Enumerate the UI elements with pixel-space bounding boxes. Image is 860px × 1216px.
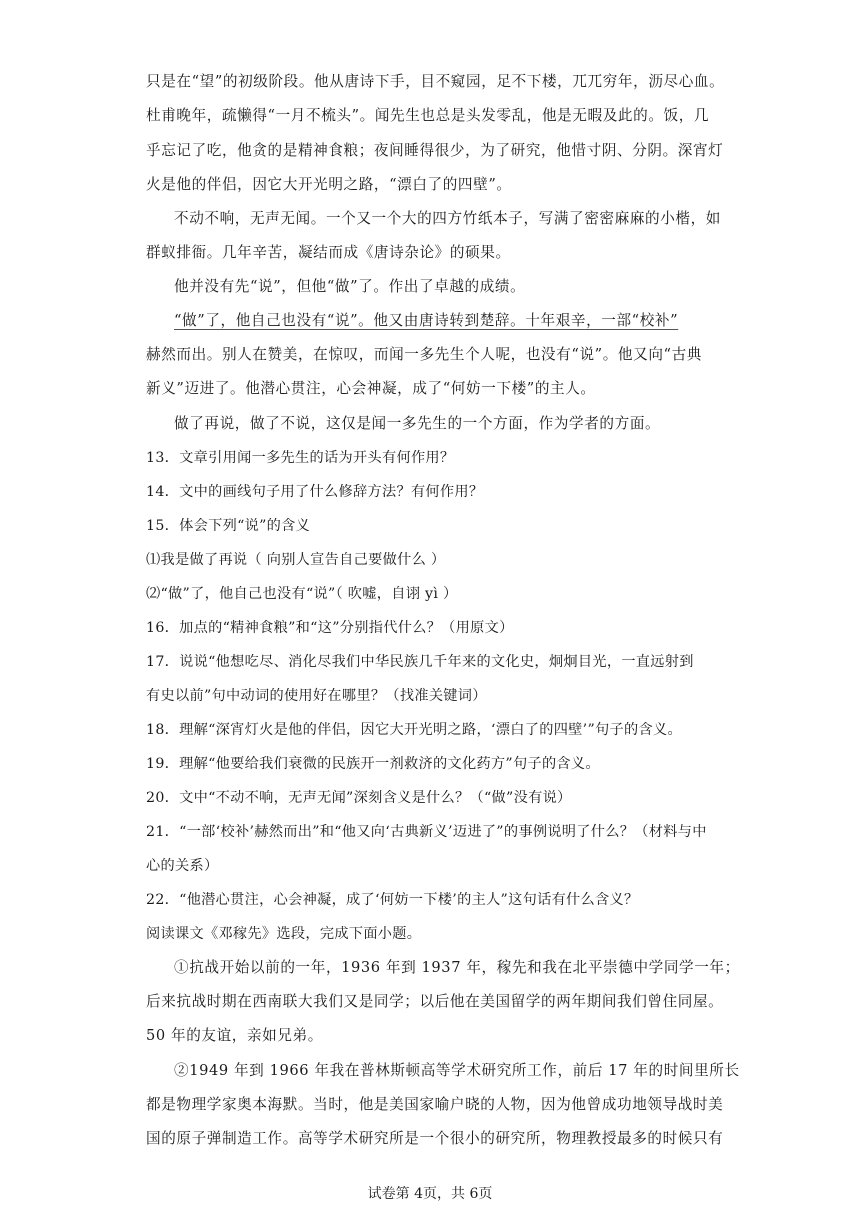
question-21: 21．“一部‘校补’赫然而出”和“他又向‘古典新义’迈进了”的事例说明了什么？（材料与中 — [146, 824, 707, 840]
passage-line: ②1949 年到 1966 年我在普林斯顿高等学术研究所工作，前后 17 年的时间里所长 — [174, 1062, 740, 1079]
passage-line: 不动不响，无声无闻。一个又一个大的四方竹纸本子，写满了密密麻麻的小楷，如 — [174, 210, 721, 227]
question-22: 22．“他潜心贯注，心会神凝，成了‘何妨一下楼’的主人”这句话有什么含义？ — [146, 892, 639, 908]
passage-line: 做了再说，做了不说，这仅是闻一多先生的一个方面，作为学者的方面。 — [174, 415, 661, 432]
question-13: 13．文章引用闻一多先生的话为开头有何作用？ — [146, 450, 455, 466]
passage-line: 火是他的伴侣，因它大开光明之路，“漂白了的四壁”。 — [146, 176, 512, 193]
question-15-item-2: ⑵“做”了，他自己也没有“说”（ 吹嘘，自诩 yì ） — [146, 586, 458, 602]
question-21-cont: 心的关系） — [146, 858, 219, 874]
passage-line: 乎忘记了吃，他贪的是精神食粮；夜间睡得很少，为了研究，他惜寸阴、分阴。深宵灯 — [146, 142, 724, 159]
passage-line: 群蚁排衙。几年辛苦，凝结而成《唐诗杂论》的硕果。 — [146, 244, 511, 261]
question-17-cont: 有史以前”句中动词的使用好在哪里？（找准关键词） — [146, 688, 487, 704]
question-15-item-1: ⑴我是做了再说（ 向别人宣告自己要做什么 ） — [146, 552, 446, 568]
passage-line: 国的原子弹制造工作。高等学术研究所是一个很小的研究所，物理教授最多的时候只有 — [146, 1130, 724, 1147]
page-footer: 试卷第 4页，共 6页 — [367, 1186, 493, 1202]
passage-line: 后来抗战时期在西南联大我们又是同学；以后他在美国留学的两年期间我们曾住同屋。 — [146, 993, 724, 1010]
question-18: 18．理解“深宵灯火是他的伴侣，因它大开光明之路，‘漂白了的四壁’”句子的含义。 — [146, 722, 682, 738]
question-16: 16．加点的“精神食粮”和“这”分别指代什么？（用原文） — [146, 620, 514, 636]
passage-line: 只是在“望”的初级阶段。他从唐诗下手，目不窥园，足不下楼，兀兀穷年，沥尽心血。 — [146, 73, 725, 90]
passage-line: 都是物理学家奥本海默。当时，他是美国家喻户晓的人物，因为他曾成功地领导战时美 — [146, 1096, 724, 1113]
passage-line: 新义”迈进了。他潜心贯注，心会神凝，成了“何妨一下楼”的主人。 — [146, 380, 596, 397]
question-14: 14．文中的画线句子用了什么修辞方法？有何作用？ — [146, 484, 484, 500]
question-19: 19．理解“他要给我们衰微的民族开一剂救济的文化药方”句子的含义。 — [146, 756, 600, 772]
question-15: 15．体会下列“说”的含义 — [146, 518, 311, 534]
passage-line: 他并没有先“说”，但他“做”了。作出了卓越的成绩。 — [174, 278, 526, 295]
passage-line: 赫然而出。别人在赞美，在惊叹，而闻一多先生个人呢，也没有“说”。他又向“古典 — [146, 346, 702, 363]
passage-line: 50 年的友谊，亲如兄弟。 — [146, 1027, 323, 1044]
question-17: 17．说说“他想吃尽、消化尽我们中华民族几千年来的文化史，炯炯目光，一直远射到 — [146, 654, 694, 670]
question-20: 20．文中“不动不响，无声无闻”深刻含义是什么？（“做”没有说） — [146, 790, 572, 806]
passage-line: ①抗战开始以前的一年，1936 年到 1937 年，稼先和我在北平崇德中学同学一年； — [174, 959, 740, 976]
passage-line: 杜甫晚年，疏懒得“一月不梳头”。闻先生也总是头发零乱，他是无暇及此的。饭，几 — [146, 107, 710, 124]
underlined-sentence: “做”了，他自己也没有“说”。他又由唐诗转到楚辞。十年艰辛，一部“校补” — [174, 312, 679, 329]
reading-intro: 阅读课文《邓稼先》选段，完成下面小题。 — [146, 926, 422, 942]
